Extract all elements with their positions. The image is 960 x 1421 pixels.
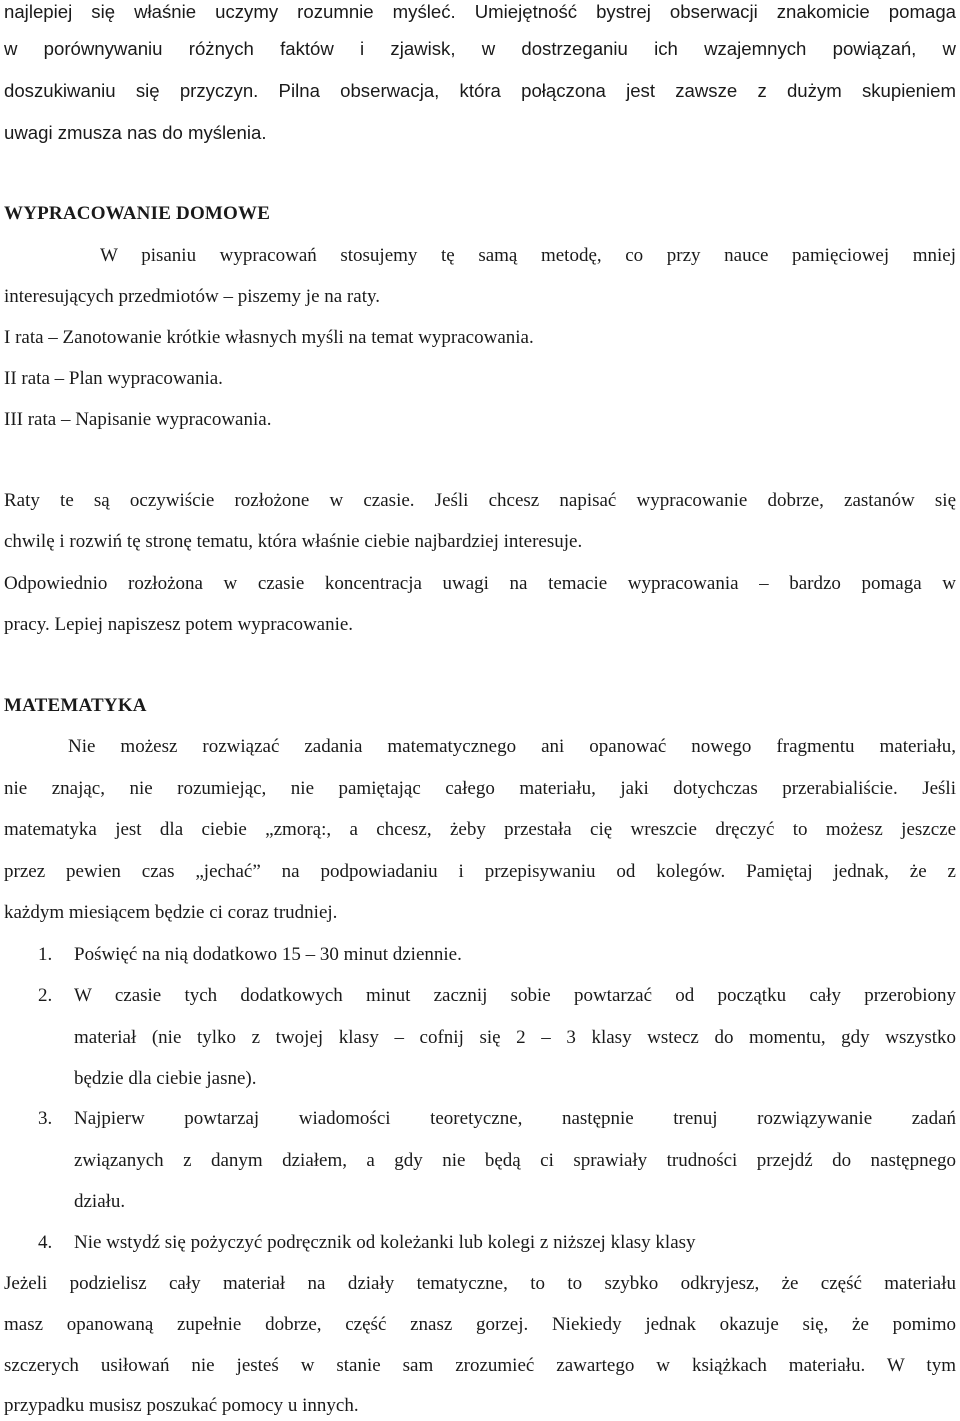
list-number: 4.: [38, 1232, 53, 1253]
homework-line: II rata – Plan wypracowania.: [4, 368, 223, 389]
section-heading-math: MATEMATYKA: [4, 695, 147, 716]
intro-line: w porównywaniu różnych faktów i zjawisk, w dostrzeganiu ich wzajemnych powiązań, w: [4, 38, 956, 59]
list-item-line: działu.: [74, 1191, 126, 1212]
list-item-line: Najpierw powtarzaj wiadomości teoretyczne, następnie trenuj rozwiązywanie zadań: [74, 1108, 956, 1129]
homework-line: Odpowiednio rozłożona w czasie koncentracja uwagi na temacie wypracowania – bardzo pomaga w: [4, 573, 956, 594]
list-item-line: Nie wstydź się pożyczyć podręcznik od koleżanki lub kolegi z niższej klasy klasy: [74, 1232, 696, 1253]
math-line: przez pewien czas „jechać” na podpowiadaniu i przepisywaniu od kolegów. Pamiętaj jednak, że z: [4, 861, 956, 882]
homework-line: Raty te są oczywiście rozłożone w czasie. Jeśli chcesz napisać wypracowanie dobrze, zastanów się: [4, 490, 956, 511]
math-line: Nie możesz rozwiązać zadania matematycznego ani opanować nowego fragmentu materiału,: [68, 736, 956, 757]
intro-line: najlepiej się właśnie uczymy rozumnie myśleć. Umiejętność bystrej obserwacji znakomicie pomaga: [4, 1, 956, 22]
list-item-line: W czasie tych dodatkowych minut zacznij sobie powtarzać od początku cały przerobiony: [74, 985, 956, 1006]
list-number: 3.: [38, 1108, 53, 1129]
list-item-line: związanych z danym działem, a gdy nie będą ci sprawiały trudności przejdź do następnego: [74, 1150, 956, 1171]
homework-line: W pisaniu wypracowań stosujemy tę samą metodę, co przy nauce pamięciowej mniej: [100, 245, 956, 266]
homework-line: pracy. Lepiej napiszesz potem wypracowanie.: [4, 614, 354, 635]
section-heading-homework: WYPRACOWANIE DOMOWE: [4, 203, 271, 224]
closing-line: szczerych usiłowań nie jesteś w stanie sam zrozumieć zawartego w książkach materiału. W tym: [4, 1355, 956, 1376]
math-line: matematyka jest dla ciebie „zmorą:, a chcesz, żeby przestała cię wreszcie dręczyć to możesz jeszcze: [4, 819, 956, 840]
homework-line: chwilę i rozwiń tę stronę tematu, która właśnie ciebie najbardziej interesuje.: [4, 531, 583, 552]
intro-line: uwagi zmusza nas do myślenia.: [4, 122, 267, 143]
list-number: 1.: [38, 944, 53, 965]
math-line: nie znając, nie rozumiejąc, nie pamiętając całego materiału, jaki dotychczas przerabialiście. Jeśli: [4, 778, 956, 799]
homework-line: interesujących przedmiotów – piszemy je na raty.: [4, 286, 380, 307]
list-item-line: Poświęć na nią dodatkowo 15 – 30 minut dziennie.: [74, 944, 462, 965]
homework-line: I rata – Zanotowanie krótkie własnych myśli na temat wypracowania.: [4, 327, 534, 348]
closing-line: przypadku musisz poszukać pomocy u innych.: [4, 1395, 359, 1416]
closing-line: Jeżeli podzielisz cały materiał na działy tematyczne, to to szybko odkryjesz, że część materiału: [4, 1273, 956, 1294]
intro-line: doszukiwaniu się przyczyn. Pilna obserwacja, która połączona jest zawsze z dużym skupieniem: [4, 80, 956, 101]
math-line: każdym miesiącem będzie ci coraz trudniej.: [4, 902, 338, 923]
list-item-line: będzie dla ciebie jasne).: [74, 1068, 257, 1089]
list-number: 2.: [38, 985, 53, 1006]
closing-line: masz opanowaną zupełnie dobrze, część znasz gorzej. Niekiedy jednak okazuje się, że pomimo: [4, 1314, 956, 1335]
homework-line: III rata – Napisanie wypracowania.: [4, 409, 272, 430]
list-item-line: materiał (nie tylko z twojej klasy – cofnij się 2 – 3 klasy wstecz do momentu, gdy wszystko: [74, 1027, 956, 1048]
